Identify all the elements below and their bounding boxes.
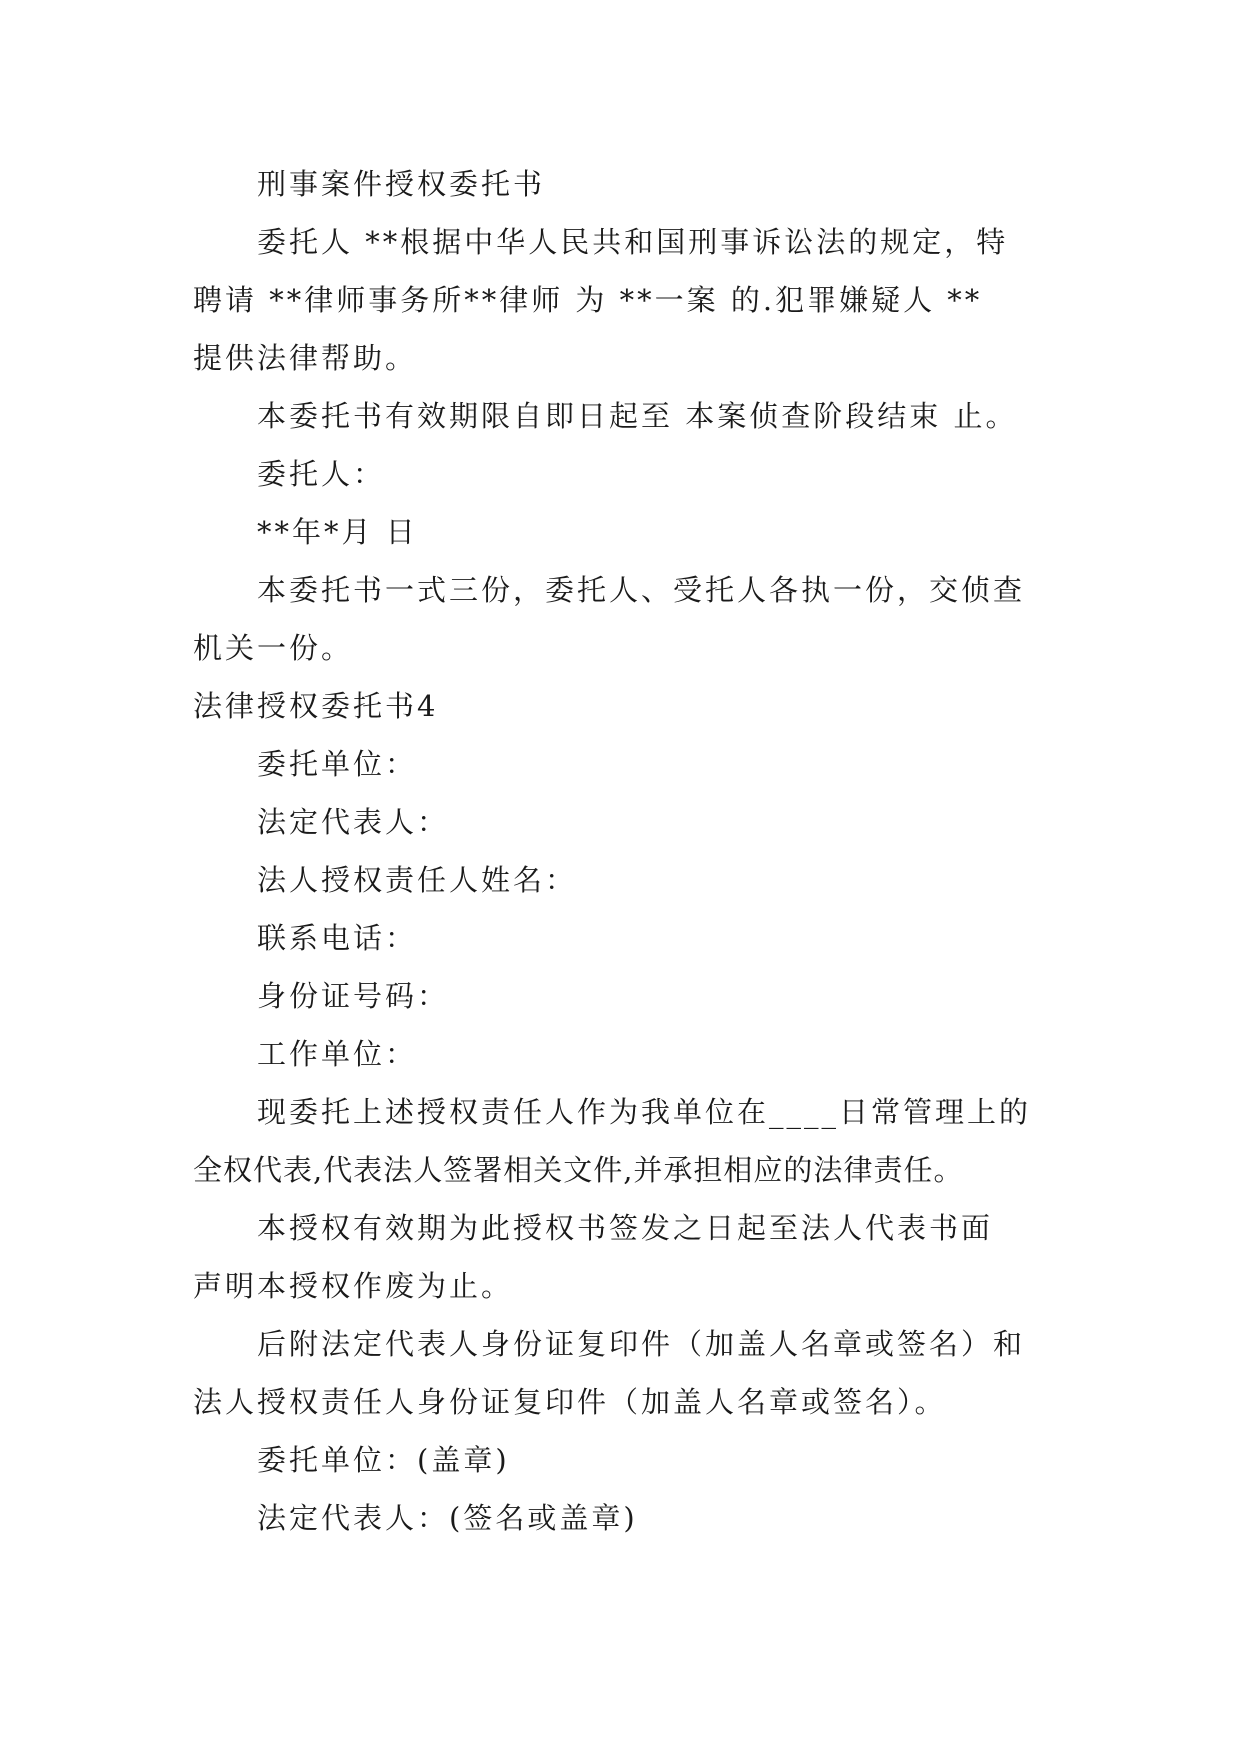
signature-label: 委托人： [257, 457, 386, 491]
field-label: 委托单位： [257, 747, 418, 781]
paragraph-line: 现委托上述授权责任人作为我单位在____日常管理上的 [257, 1095, 1032, 1129]
paragraph-line: 提供法律帮助。 [193, 341, 418, 375]
signature-label: 委托单位：(盖章) [257, 1443, 510, 1477]
paragraph-line: 本授权有效期为此授权书签发之日起至法人代表书面 [257, 1211, 994, 1245]
paragraph-line: 声明本授权作废为止。 [193, 1269, 514, 1303]
document-title: 刑事案件授权委托书 [257, 167, 546, 201]
paragraph-line: 机关一份。 [193, 631, 354, 665]
paragraph-line: 委托人 **根据中华人民共和国刑事诉讼法的规定，特 [257, 225, 1009, 259]
field-label: 法定代表人： [257, 805, 450, 839]
field-label: 身份证号码： [257, 979, 450, 1013]
paragraph-line: 法人授权责任人身份证复印件（加盖人名章或签名）。 [193, 1385, 947, 1419]
paragraph-line: 全权代表,代表法人签署相关文件,并承担相应的法律责任。 [193, 1153, 964, 1187]
paragraph-line: 本委托书有效期限自即日起至 本案侦查阶段结束 止。 [257, 399, 1018, 433]
paragraph-line: 后附法定代表人身份证复印件（加盖人名章或签名）和 [257, 1327, 1026, 1361]
paragraph-line: 本委托书一式三份，委托人、受托人各执一份，交侦查 [257, 573, 1026, 607]
section-heading: 法律授权委托书4 [193, 689, 439, 723]
field-label: 联系电话： [257, 921, 418, 955]
date-line: **年*月 日 [257, 515, 418, 549]
field-label: 工作单位： [257, 1037, 418, 1071]
paragraph-line: 聘请 **律师事务所**律师 为 **一案 的.犯罪嫌疑人 ** [193, 283, 983, 317]
field-label: 法人授权责任人姓名： [257, 863, 578, 897]
signature-label: 法定代表人：(签名或盖章) [257, 1501, 638, 1535]
